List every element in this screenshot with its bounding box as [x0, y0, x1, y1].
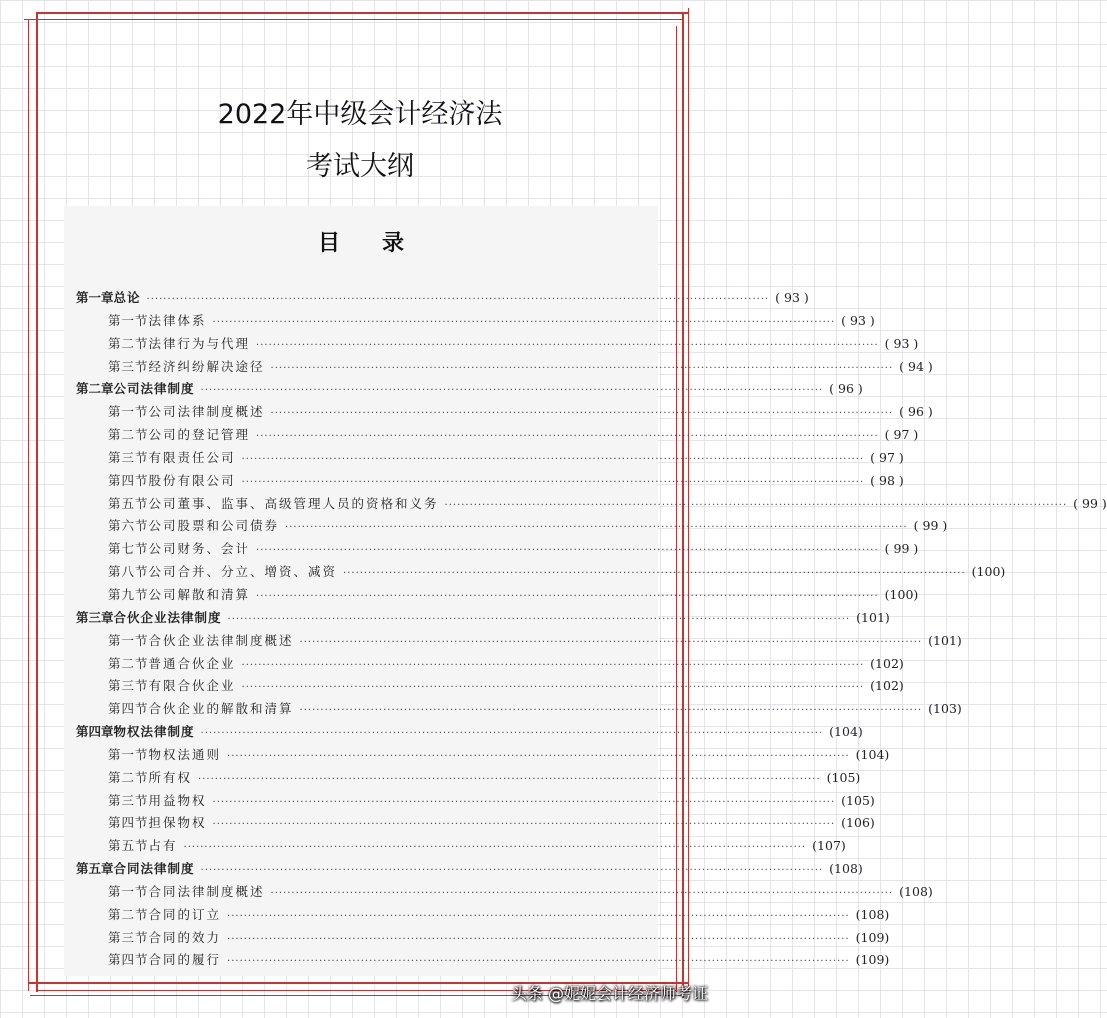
toc-section-row	[76, 675, 904, 698]
toc-entry-title: 公司解散和清算	[148, 586, 251, 602]
toc-entry-number: 第九节	[108, 586, 149, 602]
toc-entry-number: 第三节	[108, 792, 149, 808]
toc-leader-dots: ·····················································································································································	[146, 294, 770, 305]
toc-leader-dots: ·····················································································································································	[343, 568, 966, 580]
toc-chapter-row	[76, 607, 890, 630]
toc-leader-dots: ·····················································································································································	[241, 659, 865, 671]
toc-leader-dots: ·····················································································································································	[212, 796, 836, 808]
toc-section-row	[76, 812, 875, 835]
toc-entry-title: 公司财务、会计	[148, 541, 251, 557]
toc-section-row	[76, 744, 890, 767]
toc-entry-number: 第二节	[108, 427, 149, 443]
toc-section-row	[76, 790, 875, 813]
toc-entry-title: 物权法律制度	[113, 724, 195, 740]
toc-entry-title: 法律体系	[148, 312, 207, 328]
toc-section-row	[76, 310, 875, 333]
toc-entry-title: 公司股票和公司债券	[148, 518, 280, 534]
toc-entry-number: 第一节	[108, 404, 149, 420]
toc-leader-dots: ·····················································································································································	[285, 522, 908, 534]
toc-chapter-row	[76, 287, 809, 310]
toc-section-row	[76, 653, 904, 676]
toc-section-row	[76, 767, 861, 790]
toc-entry-title: 有限责任公司	[148, 449, 236, 465]
toc-section-row	[76, 424, 919, 447]
toc-entry-number: 第一节	[108, 883, 149, 899]
toc-section-row	[76, 470, 904, 493]
toc-panel	[64, 206, 1107, 976]
toc-entry-page: (103)	[928, 701, 962, 717]
document-title: 2022年中级会计经济法	[217, 99, 503, 130]
toc-section-row	[76, 835, 846, 858]
toc-entry-title: 用益物权	[148, 792, 207, 808]
toc-section-row	[76, 904, 890, 927]
toc-leader-dots: ·····················································································································································	[212, 316, 836, 328]
frame-top-line-1	[36, 12, 688, 14]
toc-entry-number: 第一节	[108, 312, 149, 328]
toc-section-row	[76, 630, 962, 653]
toc-entry-title: 股份有限公司	[148, 472, 236, 488]
toc-entry-title: 合同法律制度概述	[148, 883, 265, 899]
toc-entry-title: 合同的履行	[148, 952, 222, 968]
toc-entry-number: 第四节	[108, 815, 149, 831]
toc-entry-page: (100)	[971, 564, 1006, 580]
toc-entry-page: (109)	[855, 952, 890, 968]
toc-entry-page: (100)	[884, 586, 919, 602]
toc-entry-title: 总论	[113, 290, 141, 305]
document-subtitle: 考试大纲	[306, 151, 414, 182]
toc-leader-dots: ·····················································································································································	[241, 453, 865, 465]
toc-entry-title: 物权法通则	[148, 746, 222, 762]
toc-entry-title: 合同法律制度	[113, 861, 195, 877]
toc-section-row	[76, 561, 1006, 584]
toc-entry-page: ( 97 )	[870, 449, 904, 465]
toc-entry-number: 第四节	[108, 952, 149, 968]
toc-entry-number: 第五章	[76, 861, 114, 877]
toc-leader-dots: ·····················································································································································	[256, 339, 879, 351]
frame-top-line-2	[24, 19, 684, 20]
toc-entry-page: ( 98 )	[870, 472, 904, 488]
toc-entry-number: 第五节	[108, 495, 149, 511]
toc-entry-number: 第三节	[108, 358, 149, 374]
toc-entry-page: ( 93 )	[884, 335, 919, 351]
toc-entry-title: 公司法律制度	[113, 381, 195, 397]
toc-entry-title: 公司董事、监事、高级管理人员的资格和义务	[148, 495, 439, 511]
toc-entry-title: 公司的登记管理	[148, 427, 251, 443]
toc-section-row	[76, 356, 933, 379]
toc-entry-page: (106)	[841, 815, 875, 831]
toc-entry-number: 第二节	[108, 906, 149, 922]
toc-leader-dots: ·····················································································································································	[227, 750, 850, 762]
toc-entry-number: 第八节	[108, 564, 149, 580]
toc-section-row	[76, 927, 890, 950]
toc-chapter-row	[76, 721, 863, 744]
toc-entry-page: (105)	[841, 792, 875, 808]
toc-section-row	[76, 584, 919, 607]
toc-entry-page: (108)	[829, 861, 863, 877]
toc-section-row	[76, 881, 933, 904]
toc-leader-dots: ·····················································································································································	[212, 819, 836, 831]
toc-entry-number: 第四节	[108, 472, 149, 488]
toc-entry-page: ( 99 )	[913, 518, 948, 534]
toc-entry-title: 合伙企业法律制度概述	[148, 632, 294, 648]
toc-leader-dots: ·····················································································································································	[227, 933, 850, 945]
toc-entry-page: (104)	[829, 724, 863, 740]
toc-entry-page: (107)	[812, 838, 846, 854]
toc-entry-title: 合同的效力	[148, 929, 222, 945]
toc-chapter-row	[76, 858, 863, 881]
toc-entry-title: 所有权	[148, 769, 193, 785]
toc-section-row	[76, 949, 890, 972]
toc-entry-title: 公司法律制度概述	[148, 404, 265, 420]
toc-entry-title: 合伙企业的解散和清算	[148, 701, 294, 717]
toc-leader-dots: ·····················································································································································	[256, 590, 879, 602]
toc-entry-title: 占有	[148, 838, 178, 854]
toc-section-row	[76, 333, 919, 356]
toc-entry-title: 合伙企业法律制度	[113, 609, 222, 625]
toc-leader-dots: ·····················································································································································	[241, 682, 865, 694]
toc-section-row	[76, 515, 948, 538]
toc-leader-dots: ·····················································································································································	[227, 956, 850, 968]
toc-entry-number: 第三章	[76, 609, 114, 625]
toc-entry-title: 经济纠纷解决途径	[148, 358, 265, 374]
toc-section-row	[76, 447, 904, 470]
toc-section-row	[76, 698, 962, 721]
toc-leader-dots: ·····················································································································································	[256, 431, 879, 443]
toc-entry-number: 第三节	[108, 449, 149, 465]
toc-entry-number: 第一章	[76, 290, 114, 305]
toc-entry-number: 第二章	[76, 381, 114, 397]
toc-entry-title: 公司合并、分立、增资、减资	[148, 564, 338, 580]
toc-entry-title: 普通合伙企业	[148, 655, 236, 671]
toc-entry-number: 第五节	[108, 838, 149, 854]
toc-entry-page: (108)	[899, 883, 933, 899]
toc-entry-title: 有限合伙企业	[148, 678, 236, 694]
toc-leader-dots: ·····················································································································································	[299, 705, 923, 717]
toc-entry-number: 第四节	[108, 701, 149, 717]
toc-leader-dots: ·····················································································································································	[444, 499, 1068, 511]
toc-leader-dots: ·····················································································································································	[183, 842, 807, 854]
toc-entry-page: (102)	[870, 678, 904, 694]
toc-entry-page: (104)	[855, 746, 890, 762]
toc-entry-title: 合同的订立	[148, 906, 222, 922]
toc-leader-dots: ·····················································································································································	[270, 408, 894, 420]
toc-entry-number: 第一节	[108, 632, 149, 648]
toc-leader-dots: ·····················································································································································	[241, 476, 865, 488]
watermark-text: 头条 @妮妮会计经济师考证	[510, 984, 708, 1003]
toc-leader-dots: ·····················································································································································	[256, 545, 879, 557]
toc-entry-page: ( 93 )	[775, 290, 809, 305]
toc-entry-page: ( 99 )	[884, 541, 919, 557]
toc-section-row	[76, 401, 933, 424]
toc-entry-title: 担保物权	[148, 815, 207, 831]
toc-entry-number: 第一节	[108, 746, 149, 762]
toc-entry-number: 第二节	[108, 335, 149, 351]
toc-entry-page: (101)	[856, 609, 890, 625]
toc-entry-page: ( 97 )	[884, 427, 919, 443]
toc-section-row	[76, 493, 1107, 516]
toc-entry-page: (109)	[855, 929, 890, 945]
toc-leader-dots: ·····················································································································································	[299, 636, 923, 648]
toc-entry-number: 第六节	[108, 518, 149, 534]
toc-entry-page: (108)	[855, 906, 890, 922]
toc-entry-title: 法律行为与代理	[148, 335, 251, 351]
toc-entry-page: (101)	[928, 632, 962, 648]
toc-entry-number: 第七节	[108, 541, 149, 557]
toc-leader-dots: ·····················································································································································	[198, 773, 821, 785]
toc-entry-page: ( 96 )	[829, 381, 863, 397]
toc-leader-dots: ·····················································································································································	[227, 910, 850, 922]
toc-section-row	[76, 538, 919, 561]
toc-leader-dots: ·····················································································································································	[200, 865, 824, 877]
toc-entry-number: 第三节	[108, 929, 149, 945]
toc-chapter-row	[76, 378, 863, 401]
toc-leader-dots: ·····················································································································································	[200, 728, 824, 740]
toc-entry-number: 第四章	[76, 724, 114, 740]
toc-entry-page: (105)	[826, 769, 861, 785]
toc-leader-dots: ·····················································································································································	[270, 887, 894, 899]
toc-entry-page: ( 93 )	[841, 312, 875, 328]
toc-entry-number: 第二节	[108, 769, 149, 785]
toc-entry-number: 第二节	[108, 655, 149, 671]
toc-leader-dots: ·····················································································································································	[227, 613, 851, 625]
toc-entry-page: ( 94 )	[899, 358, 933, 374]
toc-leader-dots: ·····················································································································································	[200, 385, 824, 397]
toc-leader-dots: ·····················································································································································	[270, 362, 894, 374]
toc-entry-page: (102)	[870, 655, 904, 671]
toc-entry-page: ( 99 )	[1073, 495, 1107, 511]
toc-heading: 目录	[317, 230, 446, 256]
toc-list	[76, 287, 1107, 972]
toc-entry-page: ( 96 )	[899, 404, 933, 420]
toc-entry-number: 第三节	[108, 678, 149, 694]
